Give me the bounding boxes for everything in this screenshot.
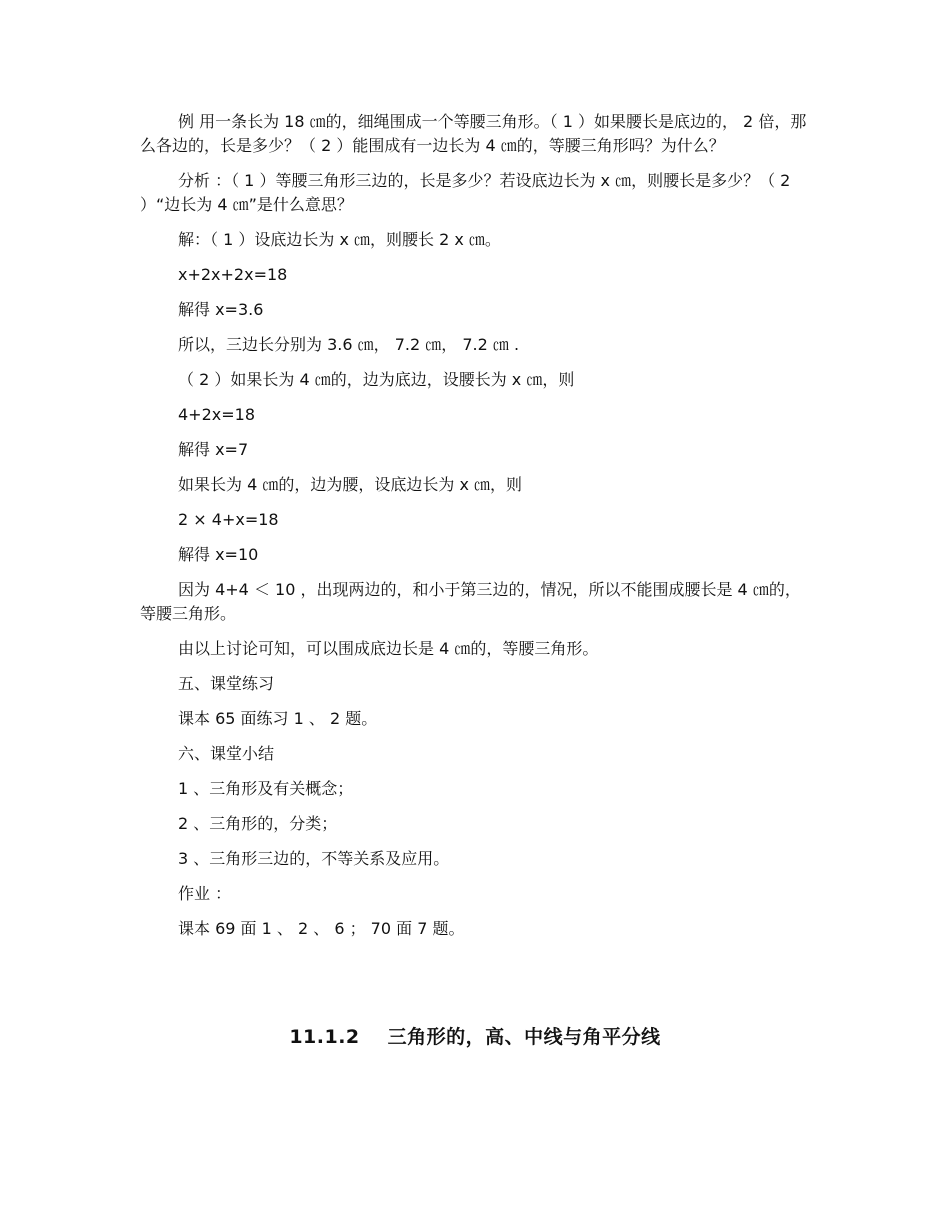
document-body [140,110,812,952]
section-number: 11.1.2 [289,1026,360,1048]
conclusion-1: 所以，三边长分别为 3.6 ㎝， 7.2 ㎝， 7.2 ㎝ . [178,335,520,354]
case-leg: 如果长为 4 ㎝的，边为腰，设底边长为 x ㎝，则 [178,475,522,494]
summary-item-1: 1 、三角形及有关概念； [178,779,354,798]
section-summary: 六、课堂小结 [178,744,275,763]
homework-item: 课本 69 面 1 、 2 、 6 ； 70 面 7 题。 [178,919,465,938]
analysis-paragraph: 分析 ：（ 1 ）等腰三角形三边的，长是多少？若设底边长为 x ㎝，则腰长是多少？（ 2 ）“边长为 4 ㎝”是什么意思？ [140,171,791,214]
equation-2: 4+2x=18 [178,405,255,424]
equation-3: 2 × 4+x=18 [178,510,279,529]
homework-label: 作业 ： [178,884,232,903]
solution-part-2: （ 2 ）如果长为 4 ㎝的，边为底边，设腰长为 x ㎝，则 [178,370,575,389]
solution-result-1: 解得 x=3.6 [178,300,264,319]
final-conclusion: 由以上讨论可知，可以围成底边长是 4 ㎝的，等腰三角形。 [178,639,599,658]
solution-result-2: 解得 x=7 [178,440,249,459]
section-title: 三角形的，高、中线与角平分线 [387,1026,661,1048]
solution-result-3: 解得 x=10 [178,545,259,564]
summary-item-2: 2 、三角形的，分类； [178,814,338,833]
reasoning-paragraph: 因为 4+4 ＜ 10 ，出现两边的，和小于第三边的，情况，所以不能围成腰长是 4 ㎝的，等腰三角形。 [140,580,801,623]
summary-item-3: 3 、三角形三边的，不等关系及应用。 [178,849,450,868]
solution-part-1: 解：（ 1 ）设底边长为 x ㎝，则腰长 2 x ㎝。 [178,230,501,249]
section-heading [0,1022,950,1049]
equation-1: x+2x+2x=18 [178,265,288,284]
practice-item: 课本 65 面练习 1 、 2 题。 [178,709,378,728]
section-practice: 五、课堂练习 [178,674,275,693]
example-problem: 例 用一条长为 18 ㎝的，细绳围成一个等腰三角形。（ 1 ）如果腰长是底边的， 2 倍，那么各边的，长是多少？（ 2 ）能围成有一边长为 4 ㎝的，等腰三角形吗？为什么？ [140,112,807,155]
